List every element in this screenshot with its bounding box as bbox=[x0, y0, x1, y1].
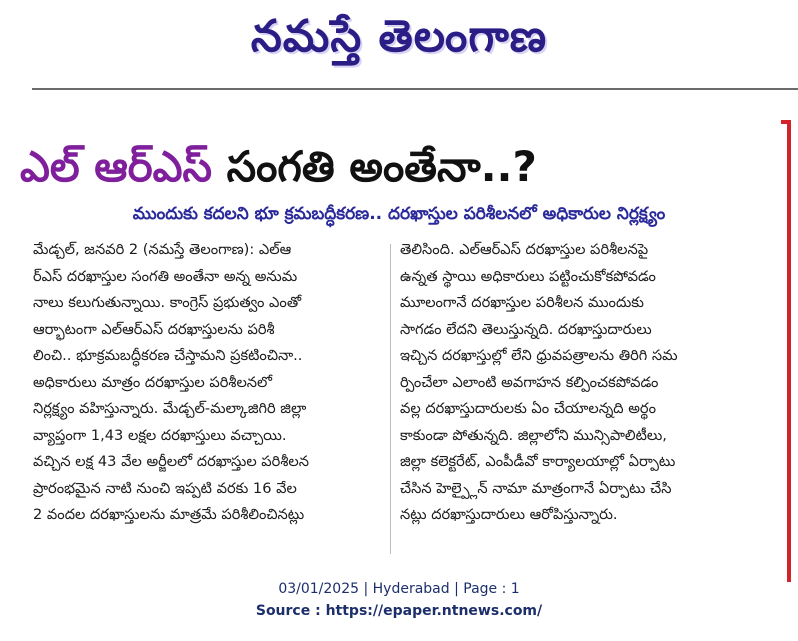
article-line: నట్లు దరఖాస్తుదారులు ఆరోపిస్తున్నారు. bbox=[400, 506, 618, 523]
headline-rest: సంగతి అంతేనా..? bbox=[226, 142, 537, 191]
masthead-rule bbox=[32, 88, 798, 90]
article-line: మేడ్చల్, జనవరి 2 (నమస్తే తెలంగాణ): ఎల్ఆ bbox=[33, 241, 292, 258]
article-line: లించి.. భూక్రమబద్ధీకరణ చేస్తామని ప్రకటించినా.. bbox=[33, 347, 303, 364]
article-left-column bbox=[33, 237, 383, 563]
article-line: తెలిసింది. ఎల్ఆర్ఎస్ దరఖాస్తుల పరిశీలనపై bbox=[400, 241, 649, 258]
column-divider bbox=[390, 244, 391, 554]
article-line: ర్పించేలా ఎలాంటి అవగాహన కల్పించకపోవడం bbox=[400, 373, 659, 391]
article-line: 2 వందల దరఖాస్తులను మాత్రమే పరిశీలించినట్లు bbox=[33, 506, 305, 523]
article-line: వల్ల దరఖాస్తుదారులకు ఏం చేయాలన్నది అర్థం bbox=[400, 400, 656, 417]
article-line: వ్యాప్తంగా 1,43 లక్షల దరఖాస్తులు వచ్చాయి. bbox=[33, 426, 287, 444]
article-line: నిర్లక్ష్యం వహిస్తున్నారు. మేడ్చల్-మల్కాజిగిరి జిల్లా bbox=[33, 400, 307, 417]
article-line: వచ్చిన లక్ష 43 వేల అర్జీలలో దరఖాస్తుల పరిశీలన bbox=[33, 453, 309, 470]
side-accent-bar bbox=[787, 122, 791, 582]
article-line: అధికారులు మాత్రం దరఖాస్తుల పరిశీలనలో bbox=[33, 373, 273, 391]
article-line: చేసిన హెల్ప్లైన్ నామా మాత్రంగానే ఏర్పాటు చేసి bbox=[400, 479, 672, 497]
article-line: కాకుండా పోతున్నది. జిల్లాలోని మున్సిపాలిటీలు, bbox=[400, 426, 667, 444]
article-line: నాలు కలుగుతున్నాయి. కాంగ్రెస్ ప్రభుత్వం ఎంతో bbox=[33, 294, 302, 311]
article-headline bbox=[20, 138, 780, 196]
headline-highlight: ఎల్ ఆర్ఎస్ bbox=[20, 142, 213, 191]
newspaper-masthead: నమస్తే తెలంగాణ bbox=[250, 11, 548, 62]
article-line: సాగడం లేదని తెలుస్తున్నది. దరఖాస్తుదారులు bbox=[400, 320, 652, 338]
article-line: ఆర్భాటంగా ఎల్ఆర్ఎస్ దరఖాస్తులను పరిశీ bbox=[33, 320, 275, 338]
article-line: మూలంగానే దరఖాస్తుల పరిశీలన ముందుకు bbox=[400, 294, 644, 311]
article-line: జిల్లా కలెక్టరేట్, ఎంపీడీవో కార్యాలయాల్లో ఏర్పాటు bbox=[400, 453, 676, 470]
footer-source-line: Source : https://epaper.ntnews.com/ bbox=[255, 603, 543, 619]
article-line: ఉన్నత స్థాయి అధికారులు పట్టించుకోకపోవడం bbox=[400, 267, 656, 285]
article-subheadline: ముందుకు కదలని భూ క్రమబద్ధీకరణ.. దరఖాస్తుల పరిశీలనలో అధికారుల నిర్లక్ష్యం bbox=[132, 204, 666, 224]
article-line: ర్ఎస్ దరఖాస్తుల సంగతి అంతేనా అన్న అనుమ bbox=[33, 267, 298, 285]
article-right-column bbox=[400, 237, 780, 563]
article-line: ప్రారంభమైన నాటి నుంచి ఇప్పటి వరకు 16 వేల bbox=[33, 479, 297, 497]
footer-date-line: 03/01/2025 | Hyderabad | Page : 1 bbox=[278, 581, 520, 597]
article-line: ఇచ్చిన దరఖాస్తుల్లో లేని ధ్రువపత్రాలను తిరిగి సమ bbox=[400, 347, 678, 364]
